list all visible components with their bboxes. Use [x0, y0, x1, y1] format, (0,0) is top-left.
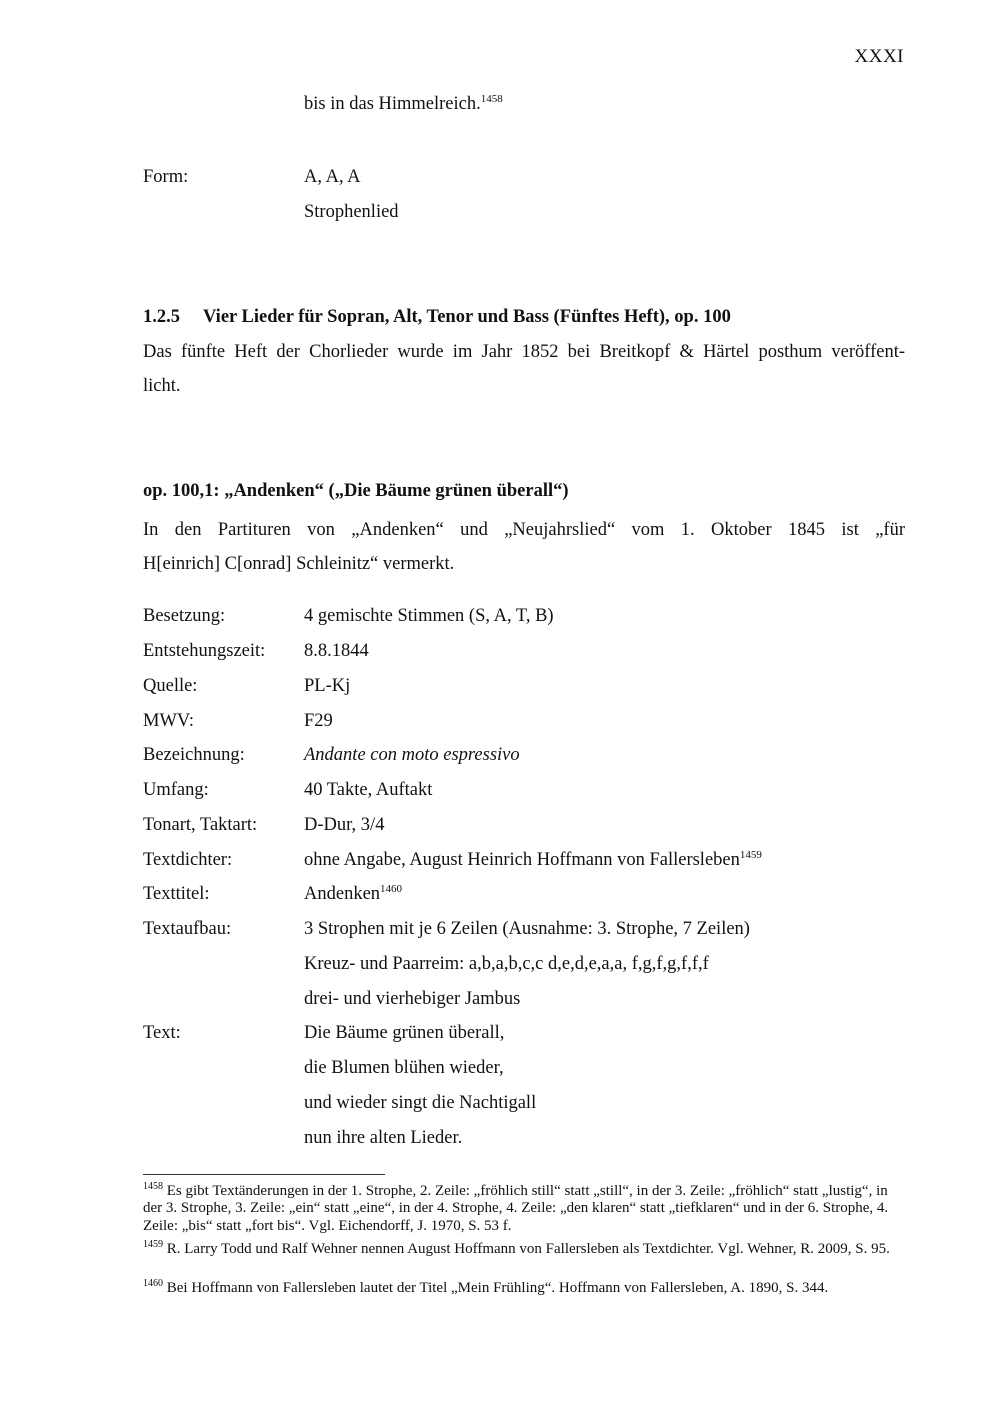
poem-line: und wieder singt die Nachtigall [304, 1093, 537, 1113]
texttitel-value: Andenken$^{1460}$ [304, 882, 403, 904]
page-number: XXXI [854, 46, 904, 67]
footnote-number: 1460 [143, 1278, 163, 1289]
quelle-label: Quelle: [143, 676, 198, 696]
form-type: Strophenlied [304, 202, 399, 222]
poem-line: Die Bäume grünen überall, [304, 1023, 505, 1043]
besetzung-value: 4 gemischte Stimmen (S, A, T, B) [304, 606, 554, 626]
previous-song-last-line: bis in das Himmelreich.$^{1458}$ [304, 92, 503, 114]
section-heading [143, 305, 905, 329]
section-title: Vier Lieder für Sopran, Alt, Tenor und Bass (Fünftes Heft), op. 100 [203, 307, 731, 327]
textdichter-value: ohne Angabe, August Heinrich Hoffmann von Fallersleben$^{1459}$ [304, 848, 762, 870]
footnote-1459 [143, 1241, 905, 1258]
tonart-label: Tonart, Taktart: [143, 815, 258, 835]
textdichter-label: Textdichter: [143, 850, 233, 870]
besetzung-label: Besetzung: [143, 606, 226, 626]
mwv-label: MWV: [143, 711, 195, 731]
footnote-number: 1458 [143, 1181, 163, 1192]
entstehungszeit-label: Entstehungszeit: [143, 641, 266, 661]
textaufbau-meter: drei- und vierhebiger Jambus [304, 989, 521, 1009]
song-heading: op. 100,1: „Andenken“ („Die Bäume grünen überall“) [143, 481, 569, 501]
entstehungszeit-value: 8.8.1844 [304, 641, 369, 661]
umfang-label: Umfang: [143, 780, 209, 800]
footnote-1458 [143, 1183, 905, 1235]
footnote-text: R. Larry Todd und Ralf Wehner nennen August Hoffmann von Fallersleben als Textdichter. Vgl. Wehner, R. 2009, S. 95. [166, 1241, 890, 1257]
footnote-text: Es gibt Textänderungen in der 1. Strophe, 2. Zeile: „fröhlich still“ statt „still“, in der 3. Zeile: „fröhlich“ statt „lustig“, in der 3. Strophe, 3. Zeile: „ein“ statt „eine“, in der 4. Strophe, 4. Zeile: „den klaren“ statt „tiefklaren“ und in der 6. Strophe, 4. Zeile: „bis“ statt „fort bis“. Vgl. Eichendorff, J. 1970, S. 53 f. [143, 1183, 889, 1234]
song-description-line-1: In den Partituren von „Andenken“ und „Neujahrslied“ vom 1. Oktober 1845 ist „für [143, 520, 905, 540]
footnote-ref-1458[interactable]: 1458 [480, 92, 503, 105]
textaufbau-rhyme: Kreuz- und Paarreim: a,b,a,b,c,c d,e,d,e,a,a, f,g,f,g,f,f,f [304, 954, 709, 974]
section-intro-line-2: licht. [143, 376, 181, 396]
poem-line: nun ihre alten Lieder. [304, 1128, 463, 1148]
poem-line: die Blumen blühen wieder, [304, 1058, 504, 1078]
bezeichnung-label: Bezeichnung: [143, 745, 245, 765]
bezeichnung-value: Andante con moto espressivo [304, 745, 520, 765]
footnote-text: Bei Hoffmann von Fallersleben lautet der Titel „Mein Frühling“. Hoffmann von Fallersleben, A. 1890, S. 344. [166, 1280, 829, 1296]
footnote-1460 [143, 1280, 905, 1297]
footnote-number: 1459 [143, 1239, 163, 1250]
section-number: 1.2.5 [143, 307, 180, 327]
footnote-separator [143, 1174, 385, 1175]
section-intro-line-1: Das fünfte Heft der Chorlieder wurde im Jahr 1852 bei Breitkopf & Härtel posthum veröffent- [143, 342, 905, 362]
text-label: Text: [143, 1023, 181, 1043]
form-value: A, A, A [304, 167, 361, 187]
tonart-value: D-Dur, 3/4 [304, 815, 385, 835]
textaufbau-label: Textaufbau: [143, 919, 232, 939]
song-description-line-2: H[einrich] C[onrad] Schleinitz“ vermerkt. [143, 554, 455, 574]
form-label: Form: [143, 167, 189, 187]
footnote-ref-1459[interactable]: 1459 [739, 848, 762, 861]
mwv-value: F29 [304, 711, 333, 731]
footnote-ref-1460[interactable]: 1460 [380, 882, 403, 895]
texttitel-label: Texttitel: [143, 884, 210, 904]
umfang-value: 40 Takte, Auftakt [304, 780, 433, 800]
quelle-value: PL-Kj [304, 676, 351, 696]
textaufbau-strophes: 3 Strophen mit je 6 Zeilen (Ausnahme: 3. Strophe, 7 Zeilen) [304, 919, 750, 939]
